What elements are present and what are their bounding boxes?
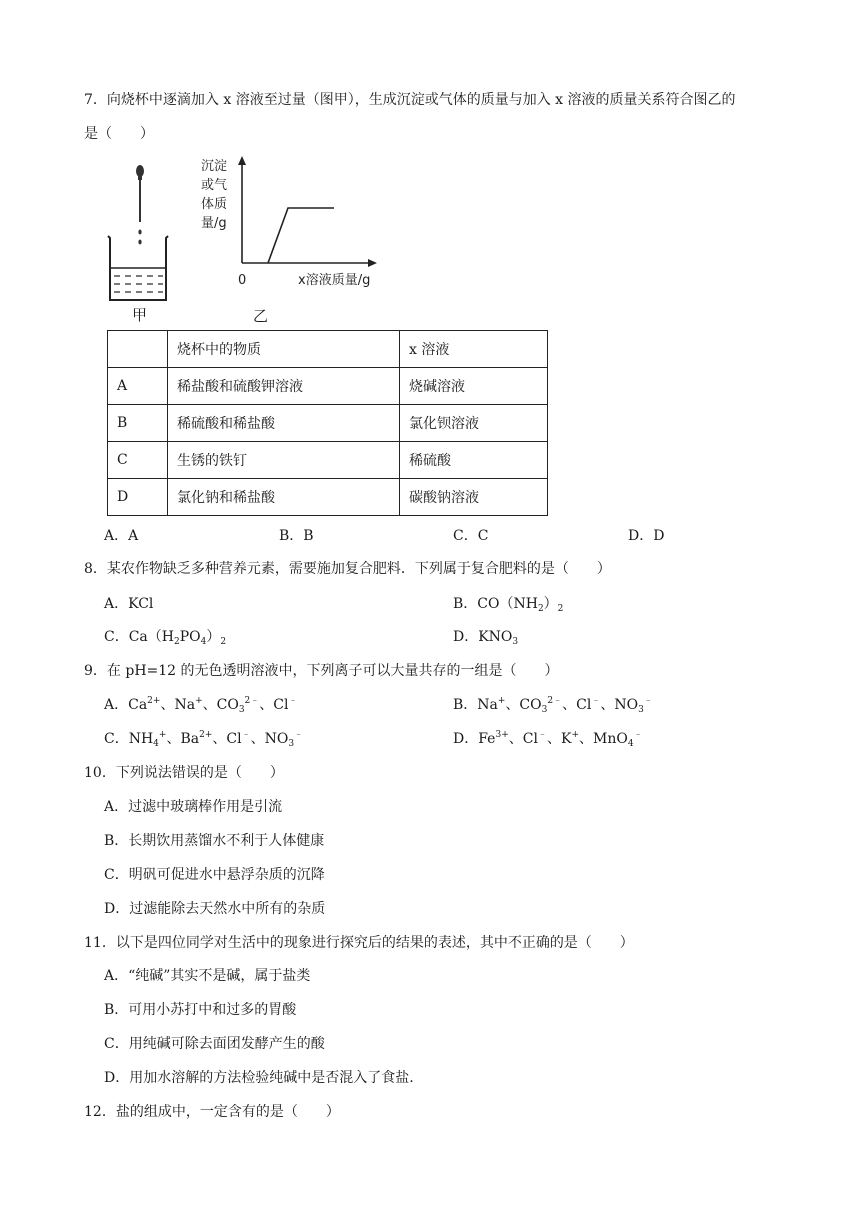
table-cell: D	[108, 479, 168, 516]
table-cell: 烧杯中的物质	[168, 331, 400, 368]
q11-option-a: A．“纯碱”其实不是碱，属于盐类	[104, 968, 311, 984]
q9-option-c: C．$NH_4^+$、$Ba^{2+}$、Cl﹣、$NO_3^﹣$	[104, 730, 304, 749]
q8-option-c: C．$Ca(H_2PO_4)_2$	[104, 629, 227, 647]
q10-option-a: A．过滤中玻璃棒作用是引流	[104, 799, 283, 815]
graph-ylabel: 沉淀 或气 体质 量/g	[201, 159, 228, 231]
q8-stem: 8．某农作物缺乏多种营养元素，需要施加复合肥料．下列属于复合肥料的是（ ）	[84, 561, 611, 577]
graph-origin: 0	[238, 273, 247, 288]
q11-option-b: B．可用小苏打中和过多的胃酸	[104, 1002, 297, 1018]
q8-option-a: A．KCl	[104, 596, 154, 612]
figure-label-jia: 甲	[132, 306, 148, 324]
q11-option-c: C．用纯碱可除去面团发酵产生的酸	[104, 1036, 325, 1052]
table-cell: 稀硫酸和稀盐酸	[168, 405, 400, 442]
q10-option-d: D．过滤能除去天然水中所有的杂质	[104, 901, 326, 917]
q7-option-b: B．B	[279, 528, 314, 544]
q10-stem: 10．下列说法错误的是（ ）	[84, 765, 284, 781]
q7-option-a: A．A	[104, 528, 139, 544]
table-cell: 稀盐酸和硫酸钾溶液	[168, 368, 400, 405]
q11-option-d: D．用加水溶解的方法检验纯碱中是否混入了食盐.	[104, 1070, 414, 1086]
q8-option-d: D．$KNO_3$	[453, 629, 519, 647]
q9-stem: 9．在 pH=12 的无色透明溶液中，下列离子可以大量共存的一组是（ ）	[84, 663, 559, 679]
q9-option-b: B．Na+、$CO_3^{2﹣}$、Cl﹣、$NO_3^﹣$	[453, 696, 653, 715]
table-cell: C	[108, 442, 168, 479]
q7-option-c: C．C	[453, 528, 489, 544]
table-cell: 稀硫酸	[400, 442, 548, 479]
table-cell: 氯化钡溶液	[400, 405, 548, 442]
graph-yi	[230, 155, 380, 270]
table-row	[108, 405, 548, 442]
table-cell: x 溶液	[400, 331, 548, 368]
q9-option-d: D．$Fe^{3+}$、Cl﹣、K+、MnO$_4$﹣	[453, 730, 643, 749]
q7-stem-line1: 7．向烧杯中逐滴加入 x 溶液至过量（图甲），生成沉淀或气体的质量与加入 x 溶液的质量关系符合图乙的	[84, 92, 736, 108]
q10-option-b: B．长期饮用蒸馏水不利于人体健康	[104, 833, 325, 849]
table-row	[108, 442, 548, 479]
table-cell	[108, 331, 168, 368]
q8-option-b: B．$CO(NH_2)_2$	[453, 596, 564, 614]
figure-label-yi: 乙	[253, 307, 269, 325]
q9-option-a: A．$Ca^{2+}$、Na+、$CO_3^{2﹣}$、Cl﹣	[104, 696, 298, 715]
graph-xlabel: x溶液质量/g	[298, 273, 371, 288]
q7-stem-line2: 是（ ）	[84, 126, 154, 142]
table-row	[108, 368, 548, 405]
q10-option-c: C．明矾可促进水中悬浮杂质的沉降	[104, 867, 325, 883]
table-cell: 氯化钠和稀盐酸	[168, 479, 400, 516]
table-cell: B	[108, 405, 168, 442]
table-cell: A	[108, 368, 168, 405]
table-cell: 烧碱溶液	[400, 368, 548, 405]
q12-stem: 12．盐的组成中，一定含有的是（ ）	[84, 1104, 340, 1120]
q7-option-d: D．D	[628, 528, 665, 544]
table-cell: 碳酸钠溶液	[400, 479, 548, 516]
table-cell: 生锈的铁钉	[168, 442, 400, 479]
beaker-dropper-figure	[100, 160, 180, 310]
q11-stem: 11．以下是四位同学对生活中的现象进行探究后的结果的表述，其中不正确的是（ ）	[84, 935, 634, 951]
table-header-row	[108, 331, 548, 368]
q7-table	[107, 330, 548, 516]
table-row	[108, 479, 548, 516]
